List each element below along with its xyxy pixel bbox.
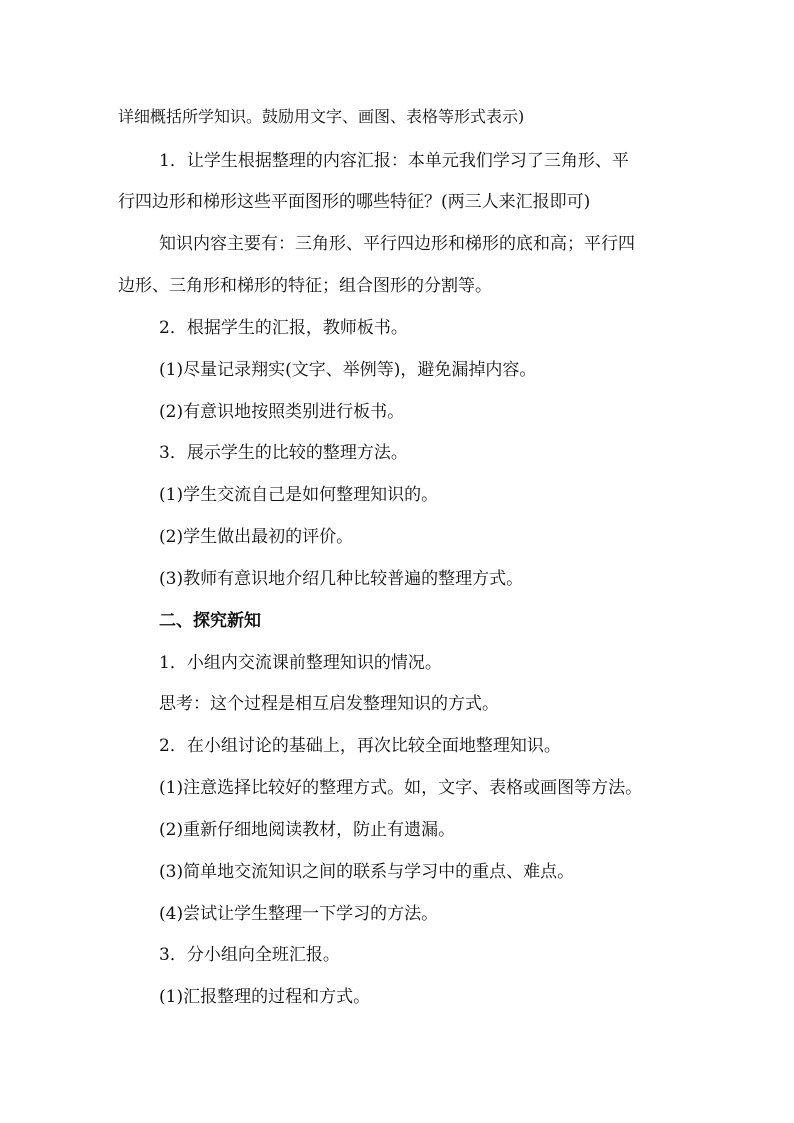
list-item-2: 2．根据学生的汇报，教师板书。 [159,318,408,338]
list-item-3: 3．分小组向全班汇报。 [159,945,340,965]
thinking-note: 思考：这个过程是相互启发整理知识的方式。 [159,694,499,714]
paragraph-line-continued: 详细概括所学知识。鼓励用文字、画图、表格等形式表示) [118,107,525,126]
sublist-item: (1)学生交流自己是如何整理知识的。 [159,485,439,505]
paragraph-knowledge: 知识内容主要有：三角形、平行四边形和梯形的底和高；平行四 [159,234,635,254]
sublist-item: (1)尽量记录翔实(文字、举例等)，避免漏掉内容。 [159,360,537,380]
section-heading: 二、探究新知 [159,611,261,631]
sublist-item: (4)尝试让学生整理一下学习的方法。 [159,904,439,924]
sublist-item: (2)重新仔细地阅读教材，防止有遗漏。 [159,820,456,840]
list-item-1: 1．让学生根据整理的内容汇报：本单元我们学习了三角形、平 [159,151,629,171]
list-item-1-continued: 行四边形和梯形这些平面图形的哪些特征？(两三人来汇报即可) [118,192,591,212]
sublist-item: (2)学生做出最初的评价。 [159,527,354,547]
sublist-item: (3)教师有意识地介绍几种比较普遍的整理方式。 [159,569,524,589]
list-item-3: 3．展示学生的比较的整理方法。 [159,443,408,463]
sublist-item: (1)汇报整理的过程和方式。 [159,987,371,1007]
sublist-item: (1)注意选择比较好的整理方式。如，文字、表格或画图等方法。 [159,778,643,798]
paragraph-knowledge-continued: 边形、三角形和梯形的特征；组合图形的分割等。 [118,276,492,296]
list-item-2: 2．在小组讨论的基础上，再次比较全面地整理知识。 [159,736,561,756]
sublist-item: (2)有意识地按照类别进行板书。 [159,402,405,422]
list-item-1: 1．小组内交流课前整理知识的情况。 [159,653,442,673]
sublist-item: (3)简单地交流知识之间的联系与学习中的重点、难点。 [159,862,575,882]
